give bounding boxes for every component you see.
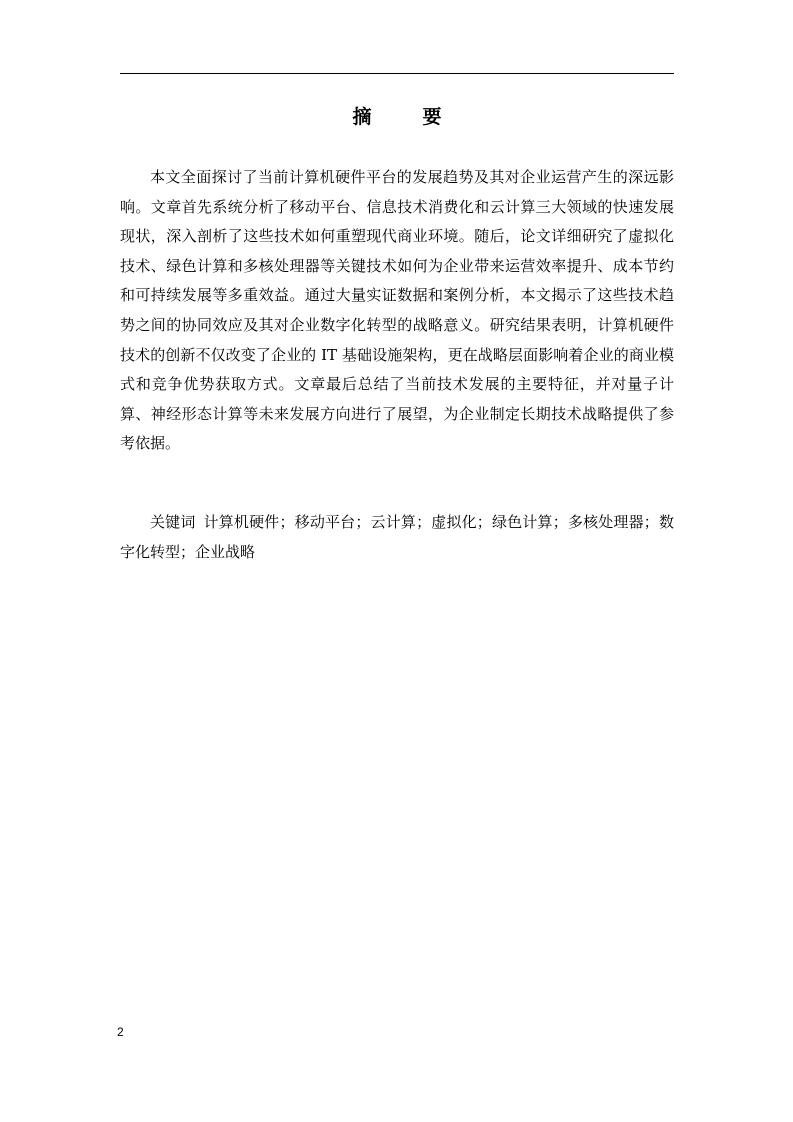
- abstract-title: 摘 要: [352, 106, 458, 128]
- keywords-label: 关键词: [150, 513, 196, 531]
- page-number: 2: [117, 1025, 124, 1039]
- abstract-body: 本文全面探讨了当前计算机硬件平台的发展趋势及其对企业运营产生的深远影响。文章首先系统分析了移动平台、信息技术消费化和云计算三大领域的快速发展现状，深入剖析了这些技术如何重塑现代商业环境。随后，论文详细研究了虚拟化技术、绿色计算和多核处理器等关键技术如何为企业带来运营效率提升、成本节约和可持续发展等多重效益。通过大量实证数据和案例分析，本文揭示了这些技术趋势之间的协同效应及其对企业数字化转型的战略意义。研究结果表明，计算机硬件技术的创新不仅改变了企业的 IT 基础设施架构，更在战略层面影响着企业的商业模式和竞争优势获取方式。文章最后总结了当前技术发展的主要特征，并对量子计算、神经形态计算等未来发展方向进行了展望，为企业制定长期技术战略提供了参考依据。: [120, 168, 674, 453]
- keywords-paragraph: [120, 508, 674, 567]
- header-rule: [120, 73, 674, 74]
- keywords-list: 计算机硬件；移动平台；云计算；虚拟化；绿色计算；多核处理器；数字化转型；企业战略: [120, 513, 674, 561]
